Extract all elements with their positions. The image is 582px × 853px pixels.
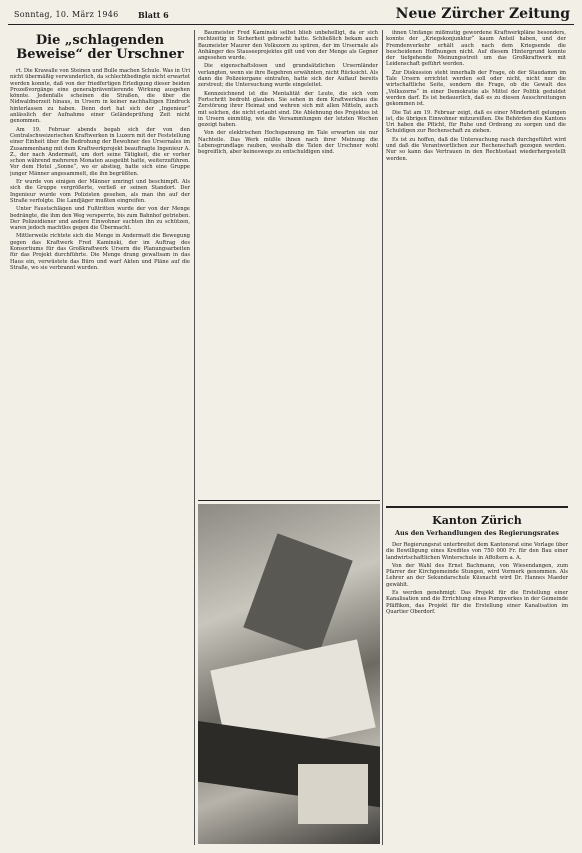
paragraph: Unter Faustschlägen und Fußtritten wurde der von der Menge bedrängte, die ihm den Weg versperrte, bis zum Bahnhof getrieben. Der Polizeidiener und andere Einwohner suchten ihn zu schützen, waren jedoch machtlos gegen die Übermacht. [10,206,190,232]
article-headline: Die „schlagenden Beweise“ der Urschner [16,33,184,62]
paragraph: Kennzeichnend ist die Mentalität der Leute, die sich vom Fortschritt bedroht glauben. Sie sehen in dem Kraftwerkbau die Zerstörung ihrer Heimat und wehren sich mit allen Mitteln, auch mit solchen, die nicht erlaubt sind. Die Ablehnung des Projektes ist in Ursern einmütig, wie die Versammlungen der letzten Wochen gezeigt haben. [198,90,378,129]
paragraph: Er wurde von einigen der Männer umringt und beschimpft. Als sich die Gruppe vergrößerte, verließ er seinen Standort. Der Ingenieur wurde vom Polizisten gesehen, als man ihn auf der Straße verfolgte. Die Landjäger mußten eingreifen. [10,179,190,204]
paragraph: Der Regierungsrat unterbreitet dem Kantonsrat eine Vorlage über die Bewilligung eines Kredites von 750 000 Fr. für den Bau einer landwirtschaftlichen Winterschule in Affoltern a. A. [386,542,568,561]
paragraph: Mittlerweile richtete sich die Menge in Andermatt die Bewegung gegen das Kraftwerk Fred Kaminski, der im Auftrag des Konsortiums für das Großkraftwerk Ursern die Planungsarbeiten für das Projekt durchführte. Die Menge drang gewaltsam in das Haus ein, verwüstete das Büro und warf Akten und Pläne auf die Straße, wo sie verbrannt wurden. [10,233,190,271]
paragraph: Die eigenschaftslosen und grundsätzlichen Ursernländer verlangten, wenn sie ihre Begehren erwähnten, nicht Rücksicht. Als dann die Polizeiorgane eintrafen, hatte sich der Auflauf bereits zerstreut; die Untersuchung wurde eingeleitet. [198,63,378,89]
paragraph: ihnen Umfange mißmutig gewordene Kraftwerkpläne besonders, konnte der „Kriegskonjunktur“ kaum Anteil haben, und der Fremdenverkehr erhält auch nach dem Kriegsende die bescheidenen Hoffnungen nicht. Auf diesem Hintergrund konnte der tiefgehende Meinungsstreit um das Großkraftwerk mit Leidenschaft geführt werden. [386,30,566,68]
issue-date: Sonntag, 10. März 1946 [14,10,119,19]
photo-divider [198,500,380,501]
paragraph: Von der elektrischen Hochspannung im Tale erwarten sie nur Nachteile. Das Werk müßte ihnen nach ihrer Meinung die Lebensgrundlage rauben, weshalb die Taten der Urschner wohl begreiflich, aber keineswegs zu entschuldigen sind. [198,130,378,156]
photo-debris [243,533,352,654]
paragraph: Es werden genehmigt: Das Projekt für die Erstellung einer Kanalisation und die Errichtung eines Pumpwerkes in der Gemeinde Pfäffikon, das Projekt für die Erstellung einer Kanalisation im Quartier Oberdorf. [386,590,568,615]
paragraph: Zur Diskussion steht innerhalb der Frage, ob der Staudamm im Tale Ursern errichtet werden soll oder nicht, nicht nur die wirtschaftliche Seite, sondern die Frage, ob die Gewalt des „Volkszorns“ in einer Demokratie als Mittel der Politik geduldet werden darf. Es ist bedauerlich, daß es zu diesen Ausschreitungen gekommen ist. [386,69,566,108]
article-column-1 [10,30,190,845]
column-divider [194,30,195,845]
section-title: Kanton Zürich [432,514,522,527]
article-column-3 [386,30,566,478]
newspaper-page [8,6,574,847]
article-column-2 [198,30,378,498]
kanton-zuerich-section [386,506,568,846]
page-number: Blatt 6 [138,10,169,20]
column-divider [382,30,383,845]
paragraph: rt. Die Krawalle von Steinen und Bulle machen Schule. Was in Uri nicht übermäßig verwunderlich, da schlechtbedingte nicht erwartet werden konnte, daß von der friedfertigen Erledigung dieser beiden Prozeßvorgänge eine generalpräventierende Wirkung ausgehen könnte. Jedenfalls scheinen die Straßen, die über die Nidwaldnerzeit hinaus, in Ursern in keiner nachhaltigen Eindruck hinterlassen zu haben. Denn dort hat sich der „Ingenieur“ anlässlich der Aufnahme einer Geländeprüfung Zeit nicht genommen. [10,68,190,125]
photo-rubble [298,764,368,824]
masthead [8,6,574,25]
newspaper-title: Neue Zürcher Zeitung [395,6,570,22]
paragraph: Von der Wahl des Ernst Bachmann, von Wiesendangen, zum Pfarrer der Kirchgemeinde Stungen, wird Vormerk genommen. Als Lehrer an der Sekundarschule Küsnacht wird Dr. Hannes Maeder gewählt. [386,562,568,588]
paragraph: Baumeister Fred Kaminski selbst blieb unbehelligt, da er sich rechtzeitig in Sicherheit gebracht hatte. Schließlich bekam auch Baumeister Maurer den Volkszorn zu spüren, der im Ursernale als Anhänger des Stauseeprojektes gilt und von der Menge als Gegner angesehen wurde. [198,30,378,62]
paragraph: Es ist zu hoffen, daß die Untersuchung rasch durchgeführt wird und daß die Verantwortlichen zur Rechenschaft gezogen werden. Nur so kann das Vertrauen in den Rechtsstaat wiederhergestellt werden. [386,136,566,162]
paragraph: Am 19. Februar abends begab sich der von den Centralschweizerischen Kraftwerken in Luzern mit der Feststellung einer Einheit über die Bedrohung der Bewohner des Ursernales im Zusammenhang mit dem Kraftwerkprojekt beauftragte Ingenieur A. Z., der nach Andermatt, um dort seine Tätigkeit, die er vorher schon während mehreren Monaten ausgeübt hatte, weiterzuführen. Vor dem Hotel „Sonne“, wo er abstieg, hatte sich eine Gruppe junger Männer angesammelt, die ihn begrüßten. [10,126,190,177]
news-photo [198,504,380,844]
section-subtitle: Aus den Verhandlungen des Regierungsrates [395,529,559,537]
paragraph: Die Tat am 19. Februar zeigt, daß es einer Minderheit gelungen ist, die übrigen Einwohner mitzureißen. Die Behörden des Kantons Uri haben die Pflicht, für Ruhe und Ordnung zu sorgen und die Schuldigen zur Rechenschaft zu ziehen. [386,109,566,135]
